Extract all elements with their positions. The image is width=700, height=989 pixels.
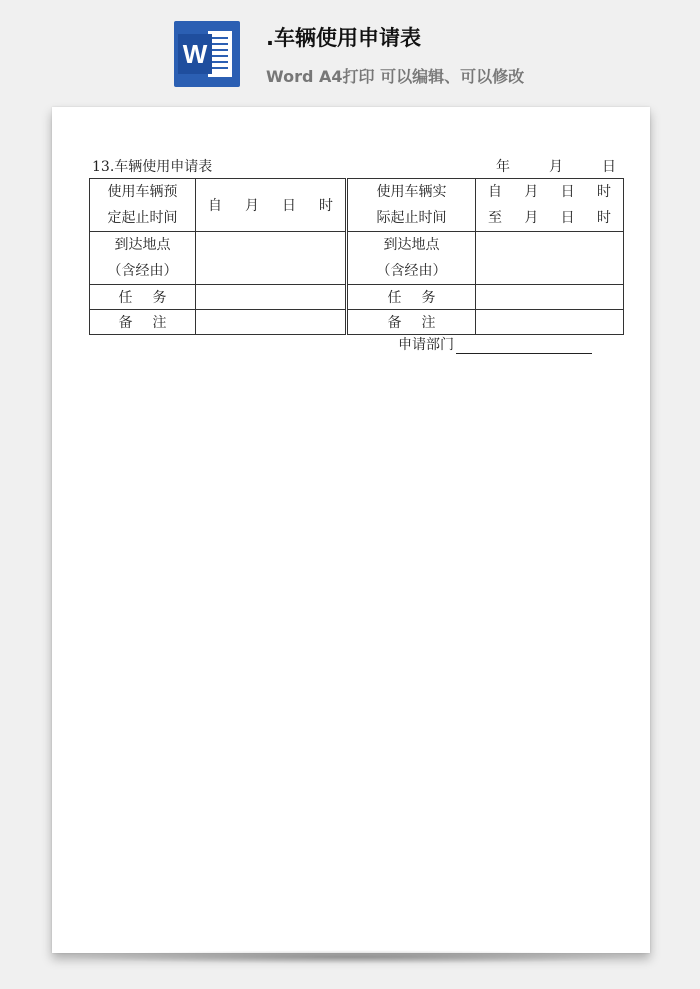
planned-time-label: 使用车辆预 定起止时间 [90,179,196,232]
form-title: 13.车辆使用申请表 [92,159,213,175]
word-icon-line [212,55,228,57]
task-label: 任务 [90,285,196,310]
task-field-2[interactable] [476,285,624,310]
form-date [496,156,616,176]
remarks-label: 备注 [90,310,196,335]
destination-label-2: 到达地点 （含经由） [347,232,476,285]
destination-field-2[interactable] [476,232,624,285]
word-icon-letter: W [178,34,212,74]
remarks-field[interactable] [196,310,347,335]
vehicle-request-table [89,178,624,335]
word-icon-line [212,37,228,39]
word-icon-line [212,43,228,45]
page-shadow [62,950,642,964]
department-input-line[interactable] [456,339,592,354]
actual-time-label: 使用车辆实 际起止时间 [347,179,476,232]
task-label-2: 任务 [347,285,476,310]
department-label: 申请部门 [398,337,454,353]
table-row [90,285,624,310]
remarks-label-2: 备注 [347,310,476,335]
destination-label: 到达地点 （含经由） [90,232,196,285]
word-icon-line [212,49,228,51]
header [0,0,700,100]
planned-time-field[interactable]: 自 月 日 时 [196,179,347,232]
task-field[interactable] [196,285,347,310]
date-day: 日 [602,159,616,175]
document-page [52,107,650,953]
table-row [90,310,624,335]
actual-time-field[interactable]: 自 月 日 时 至 月 日 时 [476,179,624,232]
table-row [90,232,624,285]
date-month: 月 [549,159,563,175]
remarks-field-2[interactable] [476,310,624,335]
destination-field[interactable] [196,232,347,285]
department-signature [398,334,592,354]
document-subtitle: Word A4打印 可以编辑、可以修改 [266,67,525,86]
document-title: .车辆使用申请表 [266,26,421,50]
date-year: 年 [496,159,510,175]
word-icon [174,21,240,87]
table-row [90,179,624,232]
word-icon-line [212,61,228,63]
word-icon-line [212,67,228,69]
